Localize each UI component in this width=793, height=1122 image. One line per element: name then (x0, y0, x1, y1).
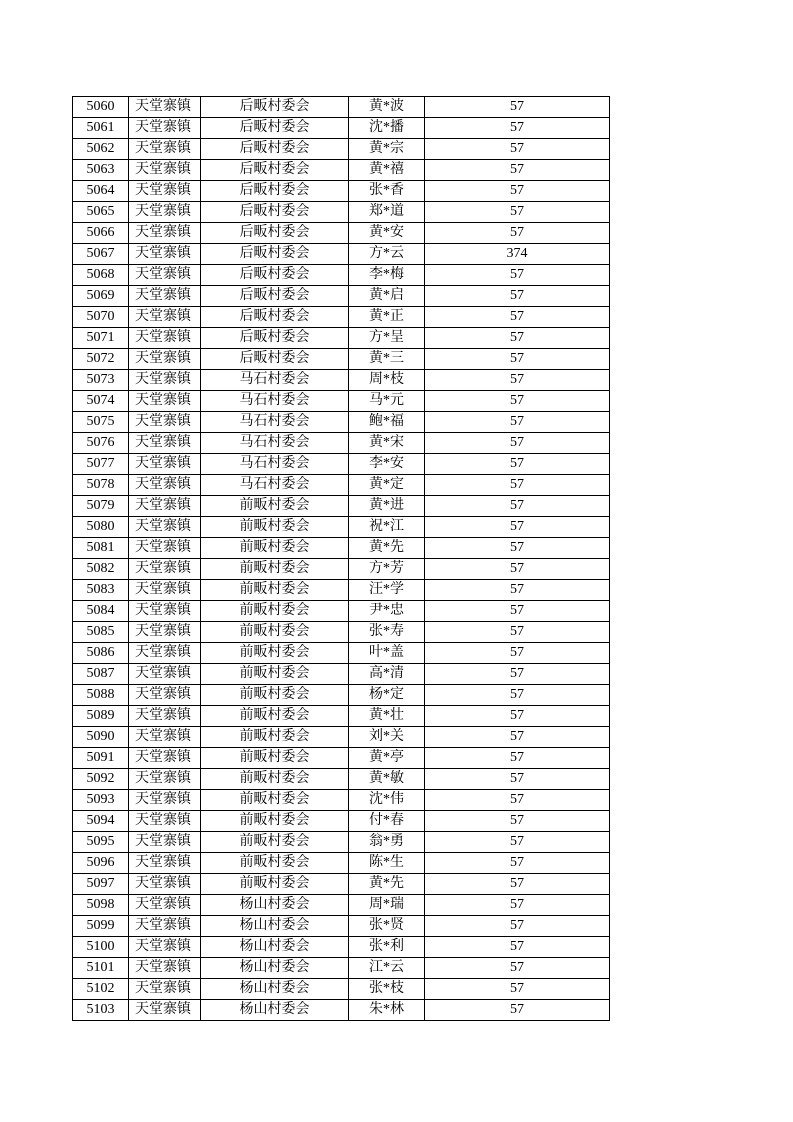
row-number-cell: 5072 (73, 349, 129, 370)
village-cell: 前畈村委会 (201, 622, 349, 643)
amount-cell: 57 (425, 370, 610, 391)
table-row (73, 811, 610, 832)
table-row (73, 664, 610, 685)
name-cell: 黄*安 (349, 223, 425, 244)
table-row (73, 517, 610, 538)
town-cell: 天堂寨镇 (129, 517, 201, 538)
town-cell: 天堂寨镇 (129, 349, 201, 370)
town-cell: 天堂寨镇 (129, 832, 201, 853)
row-number-cell: 5064 (73, 181, 129, 202)
name-cell: 黄*亭 (349, 748, 425, 769)
village-cell: 后畈村委会 (201, 97, 349, 118)
village-cell: 前畈村委会 (201, 517, 349, 538)
amount-cell: 57 (425, 622, 610, 643)
table-row (73, 706, 610, 727)
amount-cell: 57 (425, 118, 610, 139)
name-cell: 周*枝 (349, 370, 425, 391)
town-cell: 天堂寨镇 (129, 496, 201, 517)
name-cell: 黄*波 (349, 97, 425, 118)
row-number-cell: 5066 (73, 223, 129, 244)
row-number-cell: 5076 (73, 433, 129, 454)
name-cell: 张*枝 (349, 979, 425, 1000)
name-cell: 郑*道 (349, 202, 425, 223)
amount-cell: 57 (425, 559, 610, 580)
village-cell: 后畈村委会 (201, 349, 349, 370)
name-cell: 陈*生 (349, 853, 425, 874)
row-number-cell: 5074 (73, 391, 129, 412)
village-cell: 前畈村委会 (201, 706, 349, 727)
table-row (73, 958, 610, 979)
amount-cell: 57 (425, 685, 610, 706)
village-cell: 后畈村委会 (201, 160, 349, 181)
table-row (73, 895, 610, 916)
amount-cell: 57 (425, 433, 610, 454)
amount-cell: 57 (425, 664, 610, 685)
village-cell: 后畈村委会 (201, 286, 349, 307)
town-cell: 天堂寨镇 (129, 706, 201, 727)
row-number-cell: 5086 (73, 643, 129, 664)
town-cell: 天堂寨镇 (129, 559, 201, 580)
town-cell: 天堂寨镇 (129, 580, 201, 601)
row-number-cell: 5099 (73, 916, 129, 937)
row-number-cell: 5084 (73, 601, 129, 622)
name-cell: 汪*学 (349, 580, 425, 601)
town-cell: 天堂寨镇 (129, 622, 201, 643)
town-cell: 天堂寨镇 (129, 391, 201, 412)
town-cell: 天堂寨镇 (129, 811, 201, 832)
village-cell: 马石村委会 (201, 454, 349, 475)
village-cell: 前畈村委会 (201, 790, 349, 811)
row-number-cell: 5071 (73, 328, 129, 349)
name-cell: 黄*进 (349, 496, 425, 517)
town-cell: 天堂寨镇 (129, 160, 201, 181)
amount-cell: 57 (425, 1000, 610, 1021)
town-cell: 天堂寨镇 (129, 223, 201, 244)
name-cell: 黄*定 (349, 475, 425, 496)
table-row (73, 244, 610, 265)
town-cell: 天堂寨镇 (129, 538, 201, 559)
row-number-cell: 5089 (73, 706, 129, 727)
amount-cell: 57 (425, 412, 610, 433)
name-cell: 黄*三 (349, 349, 425, 370)
village-cell: 前畈村委会 (201, 580, 349, 601)
amount-cell: 57 (425, 811, 610, 832)
village-cell: 杨山村委会 (201, 916, 349, 937)
row-number-cell: 5070 (73, 307, 129, 328)
row-number-cell: 5101 (73, 958, 129, 979)
row-number-cell: 5073 (73, 370, 129, 391)
name-cell: 叶*盖 (349, 643, 425, 664)
table-row (73, 433, 610, 454)
name-cell: 江*云 (349, 958, 425, 979)
village-cell: 后畈村委会 (201, 223, 349, 244)
amount-cell: 57 (425, 790, 610, 811)
name-cell: 张*贤 (349, 916, 425, 937)
amount-cell: 374 (425, 244, 610, 265)
village-cell: 杨山村委会 (201, 1000, 349, 1021)
village-cell: 后畈村委会 (201, 328, 349, 349)
table-row (73, 874, 610, 895)
amount-cell: 57 (425, 832, 610, 853)
amount-cell: 57 (425, 937, 610, 958)
amount-cell: 57 (425, 895, 610, 916)
village-cell: 后畈村委会 (201, 181, 349, 202)
amount-cell: 57 (425, 496, 610, 517)
amount-cell: 57 (425, 328, 610, 349)
town-cell: 天堂寨镇 (129, 979, 201, 1000)
town-cell: 天堂寨镇 (129, 601, 201, 622)
table-row (73, 118, 610, 139)
row-number-cell: 5062 (73, 139, 129, 160)
village-cell: 后畈村委会 (201, 265, 349, 286)
village-cell: 前畈村委会 (201, 727, 349, 748)
table-row (73, 475, 610, 496)
village-cell: 马石村委会 (201, 475, 349, 496)
name-cell: 鲍*福 (349, 412, 425, 433)
name-cell: 沈*播 (349, 118, 425, 139)
table-row (73, 97, 610, 118)
village-cell: 前畈村委会 (201, 685, 349, 706)
village-cell: 前畈村委会 (201, 748, 349, 769)
name-cell: 张*利 (349, 937, 425, 958)
row-number-cell: 5078 (73, 475, 129, 496)
name-cell: 方*云 (349, 244, 425, 265)
town-cell: 天堂寨镇 (129, 433, 201, 454)
town-cell: 天堂寨镇 (129, 328, 201, 349)
row-number-cell: 5082 (73, 559, 129, 580)
village-cell: 前畈村委会 (201, 601, 349, 622)
amount-cell: 57 (425, 706, 610, 727)
row-number-cell: 5087 (73, 664, 129, 685)
row-number-cell: 5061 (73, 118, 129, 139)
name-cell: 黄*宗 (349, 139, 425, 160)
table-row (73, 727, 610, 748)
row-number-cell: 5067 (73, 244, 129, 265)
amount-cell: 57 (425, 538, 610, 559)
amount-cell: 57 (425, 727, 610, 748)
table-row (73, 139, 610, 160)
town-cell: 天堂寨镇 (129, 895, 201, 916)
town-cell: 天堂寨镇 (129, 853, 201, 874)
town-cell: 天堂寨镇 (129, 265, 201, 286)
village-cell: 前畈村委会 (201, 496, 349, 517)
row-number-cell: 5098 (73, 895, 129, 916)
amount-cell: 57 (425, 853, 610, 874)
table-row (73, 412, 610, 433)
table-row (73, 328, 610, 349)
name-cell: 祝*江 (349, 517, 425, 538)
table-row (73, 769, 610, 790)
town-cell: 天堂寨镇 (129, 118, 201, 139)
table-row (73, 580, 610, 601)
village-cell: 后畈村委会 (201, 307, 349, 328)
amount-cell: 57 (425, 475, 610, 496)
village-cell: 前畈村委会 (201, 874, 349, 895)
name-cell: 黄*启 (349, 286, 425, 307)
name-cell: 黄*先 (349, 538, 425, 559)
table-row (73, 223, 610, 244)
row-number-cell: 5088 (73, 685, 129, 706)
town-cell: 天堂寨镇 (129, 307, 201, 328)
row-number-cell: 5083 (73, 580, 129, 601)
amount-cell: 57 (425, 643, 610, 664)
village-cell: 前畈村委会 (201, 769, 349, 790)
name-cell: 张*寿 (349, 622, 425, 643)
row-number-cell: 5100 (73, 937, 129, 958)
row-number-cell: 5085 (73, 622, 129, 643)
table-row (73, 685, 610, 706)
amount-cell: 57 (425, 349, 610, 370)
name-cell: 黄*先 (349, 874, 425, 895)
table-row (73, 370, 610, 391)
town-cell: 天堂寨镇 (129, 370, 201, 391)
town-cell: 天堂寨镇 (129, 874, 201, 895)
amount-cell: 57 (425, 916, 610, 937)
row-number-cell: 5075 (73, 412, 129, 433)
village-cell: 前畈村委会 (201, 853, 349, 874)
name-cell: 李*梅 (349, 265, 425, 286)
name-cell: 杨*定 (349, 685, 425, 706)
name-cell: 黄*正 (349, 307, 425, 328)
table-row (73, 916, 610, 937)
row-number-cell: 5097 (73, 874, 129, 895)
amount-cell: 57 (425, 601, 610, 622)
amount-cell: 57 (425, 748, 610, 769)
amount-cell: 57 (425, 874, 610, 895)
amount-cell: 57 (425, 202, 610, 223)
amount-cell: 57 (425, 517, 610, 538)
village-cell: 马石村委会 (201, 370, 349, 391)
table-row (73, 643, 610, 664)
amount-cell: 57 (425, 769, 610, 790)
table-row (73, 391, 610, 412)
town-cell: 天堂寨镇 (129, 664, 201, 685)
amount-cell: 57 (425, 391, 610, 412)
table-row (73, 307, 610, 328)
village-cell: 后畈村委会 (201, 118, 349, 139)
town-cell: 天堂寨镇 (129, 937, 201, 958)
table-row (73, 601, 610, 622)
name-cell: 张*香 (349, 181, 425, 202)
table-row (73, 265, 610, 286)
row-number-cell: 5102 (73, 979, 129, 1000)
amount-cell: 57 (425, 958, 610, 979)
amount-cell: 57 (425, 454, 610, 475)
name-cell: 黄*宋 (349, 433, 425, 454)
table-row (73, 202, 610, 223)
village-cell: 杨山村委会 (201, 958, 349, 979)
amount-cell: 57 (425, 181, 610, 202)
town-cell: 天堂寨镇 (129, 412, 201, 433)
table-row (73, 937, 610, 958)
village-cell: 前畈村委会 (201, 811, 349, 832)
amount-cell: 57 (425, 139, 610, 160)
town-cell: 天堂寨镇 (129, 475, 201, 496)
table-row (73, 496, 610, 517)
town-cell: 天堂寨镇 (129, 1000, 201, 1021)
village-cell: 后畈村委会 (201, 202, 349, 223)
village-cell: 马石村委会 (201, 391, 349, 412)
table-row (73, 454, 610, 475)
table-row (73, 979, 610, 1000)
name-cell: 黄*禧 (349, 160, 425, 181)
name-cell: 黄*壮 (349, 706, 425, 727)
name-cell: 沈*伟 (349, 790, 425, 811)
town-cell: 天堂寨镇 (129, 454, 201, 475)
table-row (73, 160, 610, 181)
village-cell: 前畈村委会 (201, 559, 349, 580)
row-number-cell: 5091 (73, 748, 129, 769)
table-row (73, 622, 610, 643)
town-cell: 天堂寨镇 (129, 643, 201, 664)
name-cell: 高*清 (349, 664, 425, 685)
town-cell: 天堂寨镇 (129, 748, 201, 769)
row-number-cell: 5060 (73, 97, 129, 118)
name-cell: 朱*林 (349, 1000, 425, 1021)
name-cell: 尹*忠 (349, 601, 425, 622)
table-row (73, 181, 610, 202)
amount-cell: 57 (425, 97, 610, 118)
town-cell: 天堂寨镇 (129, 97, 201, 118)
row-number-cell: 5080 (73, 517, 129, 538)
table-row (73, 790, 610, 811)
table-row (73, 1000, 610, 1021)
village-cell: 前畈村委会 (201, 664, 349, 685)
town-cell: 天堂寨镇 (129, 769, 201, 790)
amount-cell: 57 (425, 307, 610, 328)
town-cell: 天堂寨镇 (129, 790, 201, 811)
row-number-cell: 5103 (73, 1000, 129, 1021)
name-cell: 李*安 (349, 454, 425, 475)
village-cell: 前畈村委会 (201, 643, 349, 664)
town-cell: 天堂寨镇 (129, 916, 201, 937)
row-number-cell: 5092 (73, 769, 129, 790)
village-cell: 后畈村委会 (201, 244, 349, 265)
table-row (73, 349, 610, 370)
village-cell: 马石村委会 (201, 412, 349, 433)
row-number-cell: 5079 (73, 496, 129, 517)
village-cell: 后畈村委会 (201, 139, 349, 160)
village-cell: 前畈村委会 (201, 832, 349, 853)
town-cell: 天堂寨镇 (129, 202, 201, 223)
table-body (73, 97, 610, 1021)
amount-cell: 57 (425, 979, 610, 1000)
amount-cell: 57 (425, 265, 610, 286)
amount-cell: 57 (425, 223, 610, 244)
subsidy-table (72, 96, 610, 1021)
name-cell: 马*元 (349, 391, 425, 412)
row-number-cell: 5094 (73, 811, 129, 832)
amount-cell: 57 (425, 160, 610, 181)
row-number-cell: 5095 (73, 832, 129, 853)
town-cell: 天堂寨镇 (129, 286, 201, 307)
town-cell: 天堂寨镇 (129, 727, 201, 748)
village-cell: 杨山村委会 (201, 937, 349, 958)
table-row (73, 853, 610, 874)
village-cell: 前畈村委会 (201, 538, 349, 559)
name-cell: 刘*关 (349, 727, 425, 748)
table-row (73, 538, 610, 559)
table-row (73, 286, 610, 307)
row-number-cell: 5093 (73, 790, 129, 811)
town-cell: 天堂寨镇 (129, 958, 201, 979)
table-row (73, 832, 610, 853)
table-row (73, 748, 610, 769)
name-cell: 方*芳 (349, 559, 425, 580)
row-number-cell: 5065 (73, 202, 129, 223)
row-number-cell: 5096 (73, 853, 129, 874)
row-number-cell: 5069 (73, 286, 129, 307)
name-cell: 方*呈 (349, 328, 425, 349)
table-row (73, 559, 610, 580)
town-cell: 天堂寨镇 (129, 685, 201, 706)
village-cell: 杨山村委会 (201, 895, 349, 916)
village-cell: 杨山村委会 (201, 979, 349, 1000)
row-number-cell: 5077 (73, 454, 129, 475)
name-cell: 付*春 (349, 811, 425, 832)
row-number-cell: 5090 (73, 727, 129, 748)
town-cell: 天堂寨镇 (129, 244, 201, 265)
row-number-cell: 5063 (73, 160, 129, 181)
village-cell: 马石村委会 (201, 433, 349, 454)
row-number-cell: 5068 (73, 265, 129, 286)
town-cell: 天堂寨镇 (129, 181, 201, 202)
amount-cell: 57 (425, 286, 610, 307)
town-cell: 天堂寨镇 (129, 139, 201, 160)
name-cell: 翁*勇 (349, 832, 425, 853)
row-number-cell: 5081 (73, 538, 129, 559)
name-cell: 周*瑞 (349, 895, 425, 916)
amount-cell: 57 (425, 580, 610, 601)
name-cell: 黄*敏 (349, 769, 425, 790)
